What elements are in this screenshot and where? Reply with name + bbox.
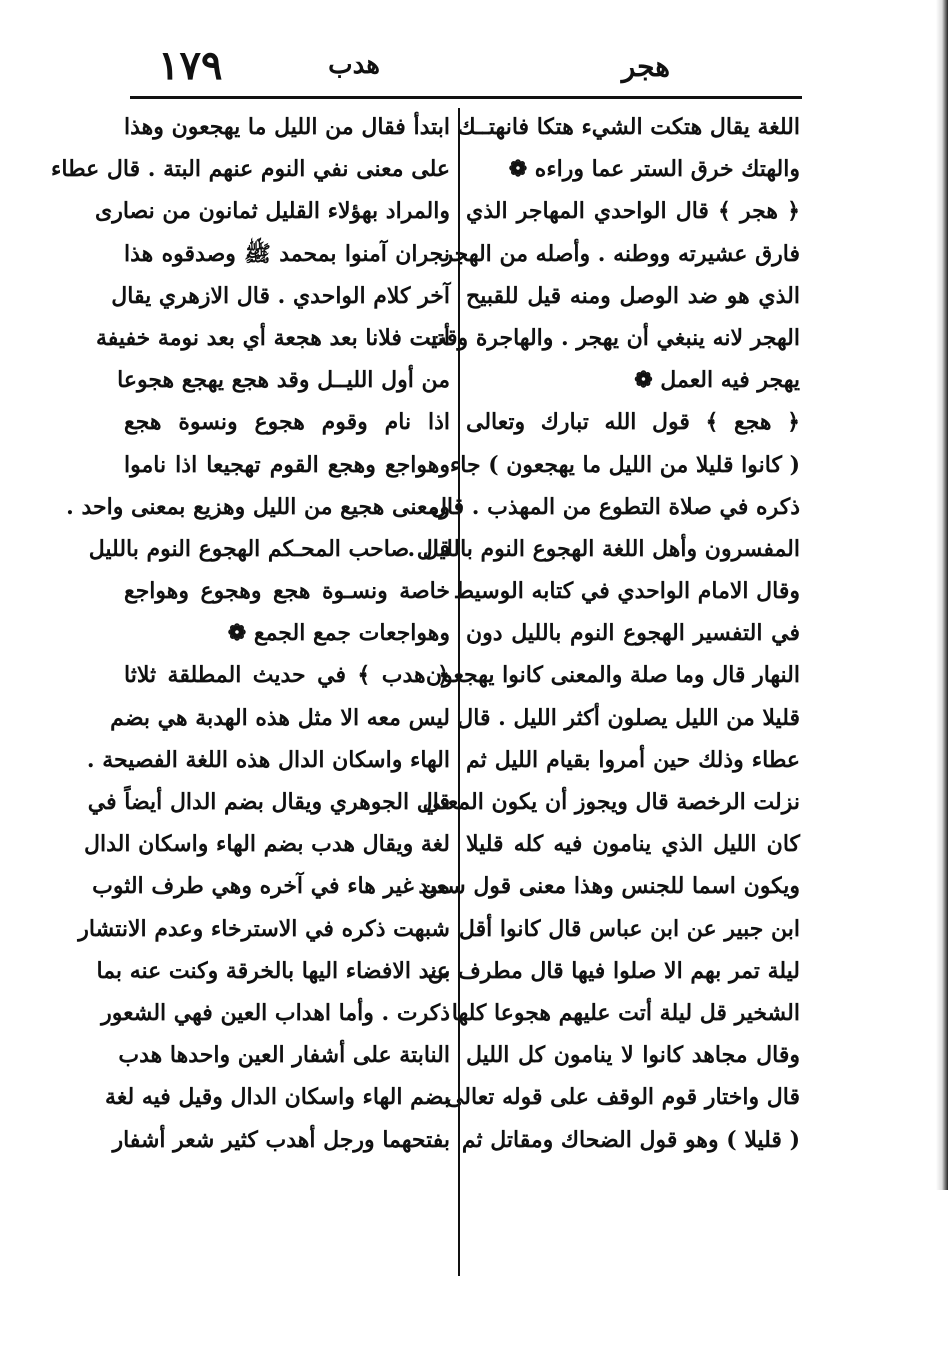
- right-column-line: وقال الامام الواحدي في كتابه الوسيط: [453, 578, 800, 605]
- right-column-line: ( كانوا قليلا من الليل ما يهجعون ) جاء: [449, 451, 800, 478]
- right-column-line: ويكون اسما للجنس وهذا معنى قول سعيد: [418, 873, 800, 900]
- right-column-line: قال واختار قوم الوقف على قوله تعالى: [445, 1084, 800, 1111]
- right-column-line: ليلة تمر بهم الا صلوا فيها قال مطرف بن: [427, 957, 800, 984]
- left-column-line: عند الافضاء اليها بالخرقة وكنت عنه بما: [96, 957, 450, 984]
- left-column-line: أتيت فلانا بعد هجعة أي بعد نومة خفيفة: [95, 324, 450, 351]
- page-header: [130, 42, 800, 94]
- left-column-line: ومعنى هجيع من الليل وهزيع بمعنى واحد .: [66, 493, 450, 520]
- right-column-line: ابن جبير عن ابن عباس قال كانوا أقل: [458, 915, 800, 942]
- header-rule: [130, 96, 802, 99]
- right-column-line: كان الليل الذي ينامون فيه كله قليلا: [466, 831, 800, 858]
- left-column-line: نجران آمنوا بمحمد ﷺ وصدقوه هذا: [124, 240, 450, 267]
- left-column-line: من أول الليــل وقد هجع يهجع هجوعا: [117, 367, 450, 394]
- left-column-line: من غير هاء في آخره وهي طرف الثوب: [92, 873, 450, 900]
- left-column-line: ابتدأ فقال من الليل ما يهجعون وهذا: [124, 114, 450, 140]
- right-column-line: النهار قال وما صلة والمعنى كانوا يهجعون: [425, 662, 800, 689]
- right-column-line: الهجر لانه ينبغي أن يهجر . والهاجرة وقت: [425, 324, 800, 351]
- right-column-line: ﴿ هجع ﴾ قول الله تبارك وتعالى: [466, 409, 800, 436]
- left-column-line: وهواجعات جمع الجمع ❁: [227, 620, 450, 647]
- right-column-line: يهجر فيه العمل ❁: [634, 367, 800, 394]
- right-column-line: فارق عشيرته ووطنه . وأصله من الهجر: [442, 240, 800, 267]
- right-column-line: الشخير قل ليلة أتت عليهم هجوعا كلها: [451, 999, 800, 1026]
- left-column-line: بضم الهاء واسكان الدال وقيل فيه لغة: [105, 1084, 450, 1111]
- page-number: ١٧٩: [158, 42, 223, 89]
- left-column-line: الهاء واسكان الدال هذه اللغة الفصيحة .: [86, 746, 450, 773]
- right-column-line: الذي هو ضد الوصل ومنه قيل للقبيح: [466, 282, 800, 309]
- left-column-line: قال صاحب المحـكم الهجوع النوم بالليل: [88, 535, 450, 562]
- left-column-line: شبهت ذكره في الاسترخاء وعدم الانتشار: [78, 915, 450, 942]
- left-column-line: على معنى نفي النوم عنهم البتة . قال عطاء: [51, 156, 450, 183]
- right-column-line: اللغة يقال هتكت الشيء هتكا فانهتــك: [457, 114, 800, 140]
- left-column-line: والمراد بهؤلاء القليل ثمانون من نصارى: [94, 198, 450, 225]
- right-column-line: ﴿ هجر ﴾ قال الواحدي المهاجر الذي: [466, 198, 800, 225]
- left-column-line: خاصة ونسـوة هجع وهجوع وهواجع: [124, 578, 450, 605]
- right-column-line: والهتك خرق الستر عما وراءه ❁: [508, 156, 800, 183]
- right-column-line: في التفسير الهجوع النوم بالليل دون: [466, 620, 800, 647]
- header-entry-word-end: هدب: [328, 50, 380, 80]
- left-column-line: النابتة على أشفار العين واحدها هدب: [118, 1042, 450, 1069]
- left-column-line: قال الجوهري ويقال بضم الدال أيضاً في: [87, 789, 450, 815]
- right-column-line: ( قليلا ) وهو قول الضحاك ومقاتل ثم: [461, 1126, 800, 1153]
- left-column-line: لغة ويقال هدب بضم الهاء واسكان الدال: [84, 831, 450, 858]
- right-column-line: وقال مجاهد كانوا لا ينامون كل الليل: [466, 1042, 800, 1069]
- header-entry-word: هجر: [621, 50, 670, 83]
- left-column-line: ﴿ هدب ﴾ في حديث المطلقة ثلاثا: [124, 662, 450, 689]
- right-column-line: عطاء وذلك حين أمروا بقيام الليل ثم: [466, 746, 800, 773]
- right-text-column: [407, 106, 800, 1161]
- scan-edge-shadow: [936, 0, 948, 1190]
- left-column-line: وهواجع وهجع القوم تهجيعا اذا ناموا: [124, 451, 450, 478]
- left-column-line: اذا نام وقوم هجوع ونسوة هجع: [124, 409, 450, 436]
- right-column-line: ذكره في صلاة التطوع من المهذب . قال: [430, 493, 800, 520]
- right-column-line: نزلت الرخصة قال ويجوز أن يكون المعني: [422, 789, 800, 815]
- left-column-line: آخر كلام الواحدي . قال الازهري يقال: [111, 282, 450, 309]
- left-column-line: ليس معه الا مثل هذه الهدبة هي بضم: [110, 704, 450, 731]
- right-column-line: قليلا من الليل يصلون أكثر الليل . قال: [457, 704, 800, 731]
- left-column-line: ذكرت . وأما اهداب العين فهي الشعور: [101, 999, 450, 1026]
- right-column-line: المفسرون وأهل اللغة الهجوع النوم بالليل .: [407, 535, 800, 562]
- left-text-column: [51, 106, 450, 1161]
- left-column-line: بفتحهما ورجل أهدب كثير شعر أشفار: [112, 1126, 450, 1153]
